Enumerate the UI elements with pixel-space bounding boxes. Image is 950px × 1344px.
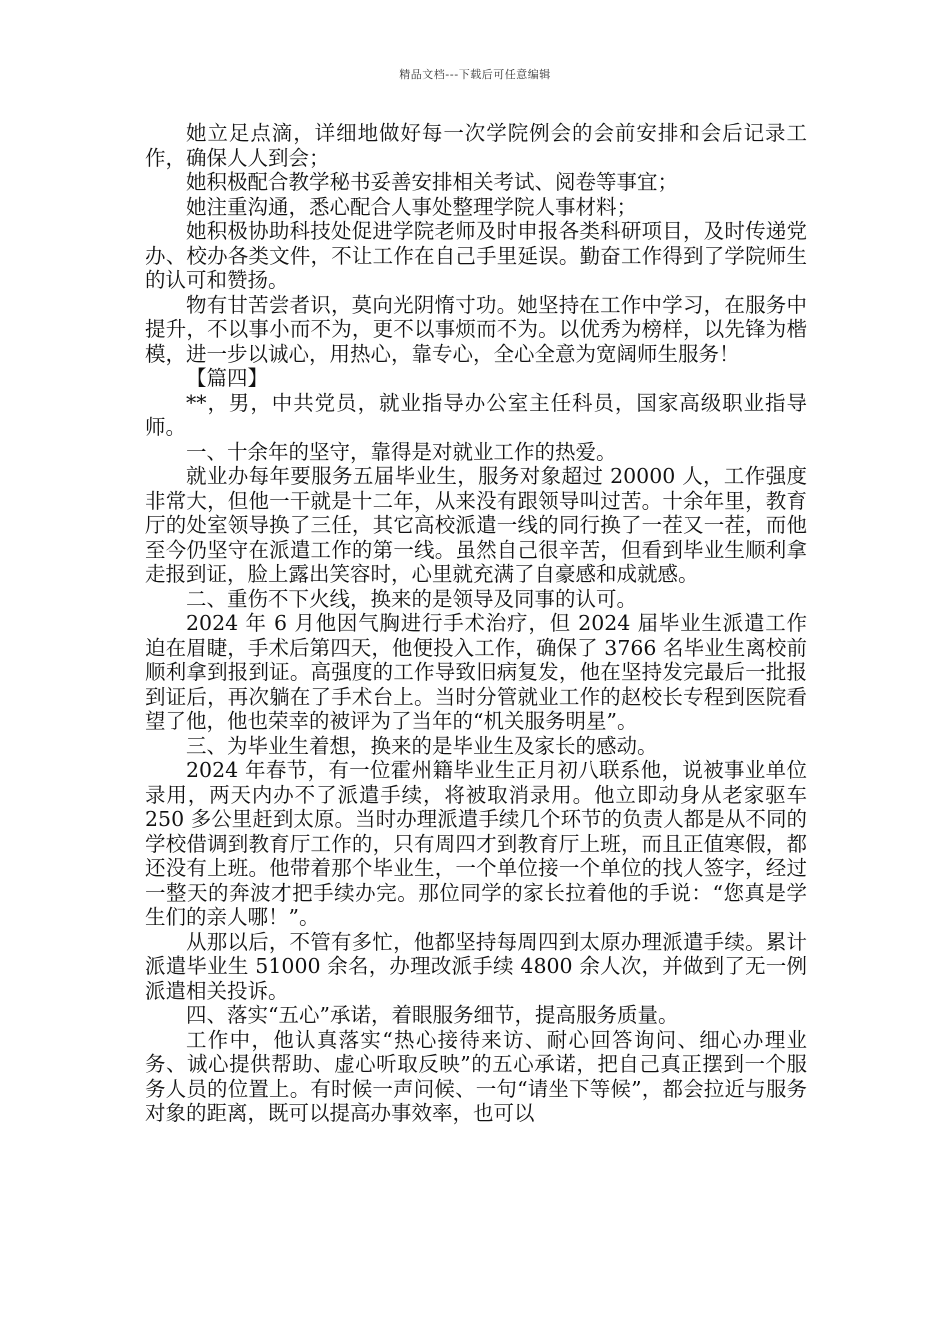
document-body [145, 121, 807, 1126]
paragraph: 2024 年 6 月他因气胸进行手术治疗，但 2024 届毕业生派遣工作迫在眉睫，手术后第四天，他便投入工作，确保了 3766 名毕业生离校前顺利拿到报到证。高强度的工作导致旧病复发，他在坚持发完最后一批报到证后，再次躺在了手术台上。当时分管就业工作的赵校长专程到医院看望了他，他也荣幸的被评为了当年的“机关服务明星”。 [145, 611, 807, 733]
subheading: 三、为毕业生着想，换来的是毕业生及家长的感动。 [186, 733, 658, 758]
paragraph: 从那以后，不管有多忙，他都坚持每周四到太原办理派遣手续。累计派遣毕业生 51000 余名，办理改派手续 4800 余人次，并做到了无一例派遣相关投诉。 [145, 929, 807, 1003]
subheading: 四、落实“五心”承诺，着眼服务细节，提高服务质量。 [186, 1003, 679, 1027]
paragraph: **，男，中共党员，就业指导办公室主任科员，国家高级职业指导师。 [145, 390, 807, 439]
paragraph: 工作中，他认真落实“热心接待来访、耐心回答询问、细心办理业务、诚心提供帮助、虚心听取反映”的五心承诺，把自己真正摆到一个服务人员的位置上。有时候一声问候、一句“请坐下等候”，都会拉近与服务对象的距离，既可以提高办事效率，也可以 [145, 1027, 807, 1125]
subheading: 一、十余年的坚守，靠得是对就业工作的热爱。 [186, 439, 617, 464]
section-heading: 【篇四】 [186, 366, 268, 390]
paragraph: 她注重沟通，悉心配合人事处整理学院人事材料； [186, 194, 637, 219]
paragraph: 她积极配合教学秘书妥善安排相关考试、阅卷等事宜； [186, 170, 678, 194]
paragraph: 就业办每年要服务五届毕业生，服务对象超过 20000 人，工作强度非常大，但他一干就是十二年，从来没有跟领导叫过苦。十余年里，教育厅的处室领导换了三任，其它高校派遣一线的同行换了一茬又一茬，而他至今仍坚守在派遣工作的第一线。虽然自己很辛苦，但看到毕业生顺利拿走报到证，脸上露出笑容时，心里就充满了自豪感和成就感。 [145, 464, 807, 586]
subheading: 二、重伤不下火线，换来的是领导及同事的认可。 [186, 586, 637, 611]
page-header: 精品文档---下载后可任意编辑 [399, 68, 551, 81]
paragraph: 物有甘苦尝者识，莫向光阴惰寸功。她坚持在工作中学习，在服务中提升，不以事小而不为，更不以事烦而不为。以优秀为榜样，以先锋为楷模，进一步以诚心，用热心，靠专心，全心全意为宽阔师生服务！ [145, 292, 807, 366]
paragraph: 她立足点滴，详细地做好每一次学院例会的会前安排和会后记录工作，确保人人到会； [145, 121, 807, 170]
paragraph: 她积极协助科技处促进学院老师及时申报各类科研项目，及时传递党办、校办各类文件，不让工作在自己手里延误。勤奋工作得到了学院师生的认可和赞扬。 [145, 219, 807, 292]
paragraph: 2024 年春节，有一位霍州籍毕业生正月初八联系他，说被事业单位录用，两天内办不了派遣手续，将被取消录用。他立即动身从老家驱车 250 多公里赶到太原。当时办理派遣手续几个环节的负责人都是从不同的学校借调到教育厅工作的，只有周四才到教育厅上班，而且正值寒假，都还没有上班。他带着那个毕业生，一个单位接一个单位的找人签字，经过一整天的奔波才把手续办完。那位同学的家长拉着他的手说：“您真是学生们的亲人哪！”。 [145, 758, 807, 929]
